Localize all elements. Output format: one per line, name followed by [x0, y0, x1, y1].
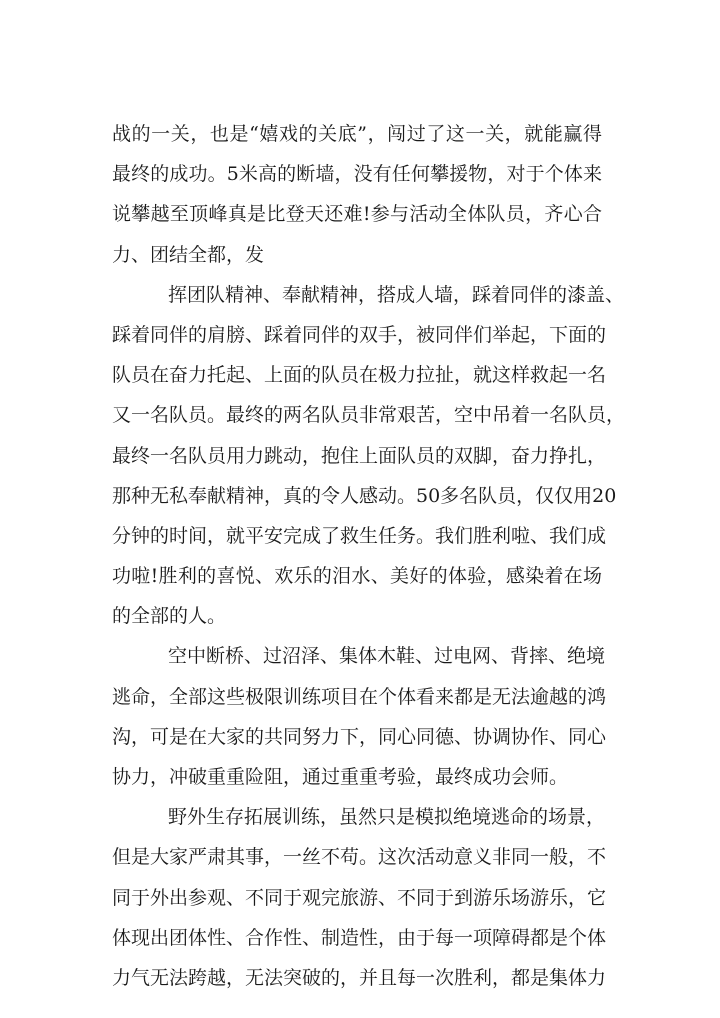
text-line: 空中断桥、过沼泽、集体木鞋、过电网、背摔、绝境	[168, 645, 606, 668]
text-line: 又一名队员。最终的两名队员非常艰苦，空中吊着一名队员，	[112, 404, 626, 427]
text-line: 那种无私奉献精神，真的令人感动。50多名队员，仅仅用20	[112, 484, 617, 507]
text-line: 的全部的人。	[112, 605, 227, 628]
text-line: 功啦!胜利的喜悦、欢乐的泪水、美好的体验，感染着在场	[112, 565, 602, 588]
text-line: 队员在奋力托起、上面的队员在极力拉扯，就这样救起一名	[112, 364, 607, 387]
text-line: 但是大家严肃其事，一丝不苟。这次活动意义非同一般，不	[112, 846, 607, 869]
text-line: 力、团结全都，发	[112, 243, 265, 266]
text-line: 协力，冲破重重险阻，通过重重考验，最终成功会师。	[112, 766, 569, 788]
text-line: 挥团队精神、奉献精神，搭成人墙，踩着同伴的漆盖、	[168, 283, 625, 306]
text-line: 野外生存拓展训练，虽然只是模拟绝境逃命的场景，	[168, 806, 606, 829]
text-line: 同于外出参观、不同于观完旅游、不同于到游乐场游乐，它	[112, 886, 607, 909]
text-line: 说攀越至顶峰真是比登天还难!参与活动全体队员，齐心合	[112, 203, 602, 226]
text-line: 体现出团体性、合作性、制造性，由于每一项障碍都是个体	[112, 926, 607, 949]
text-line: 力气无法跨越，无法突破的，并且每一次胜利，都是集体力	[112, 966, 607, 989]
text-line: 战的一关，也是“嬉戏的关底”，闯过了这一关，就能赢得	[112, 123, 602, 145]
text-line: 分钟的时间，就平安完成了救生任务。我们胜利啦、我们成	[112, 524, 607, 547]
body-text	[112, 114, 626, 998]
text-line: 踩着同伴的肩膀、踩着同伴的双手，被同伴们举起，下面的	[112, 323, 607, 346]
text-line: 最终的成功。5米高的断墙，没有任何攀援物，对于个体来	[112, 163, 602, 186]
text-line: 逃命，全部这些极限训练项目在个体看来都是无法逾越的鸿	[112, 685, 607, 708]
text-line: 沟，可是在大家的共同努力下，同心同德、协调协作、同心	[112, 725, 607, 748]
text-line: 最终一名队员用力跳动，抱住上面队员的双脚，奋力挣扎，	[112, 444, 607, 467]
